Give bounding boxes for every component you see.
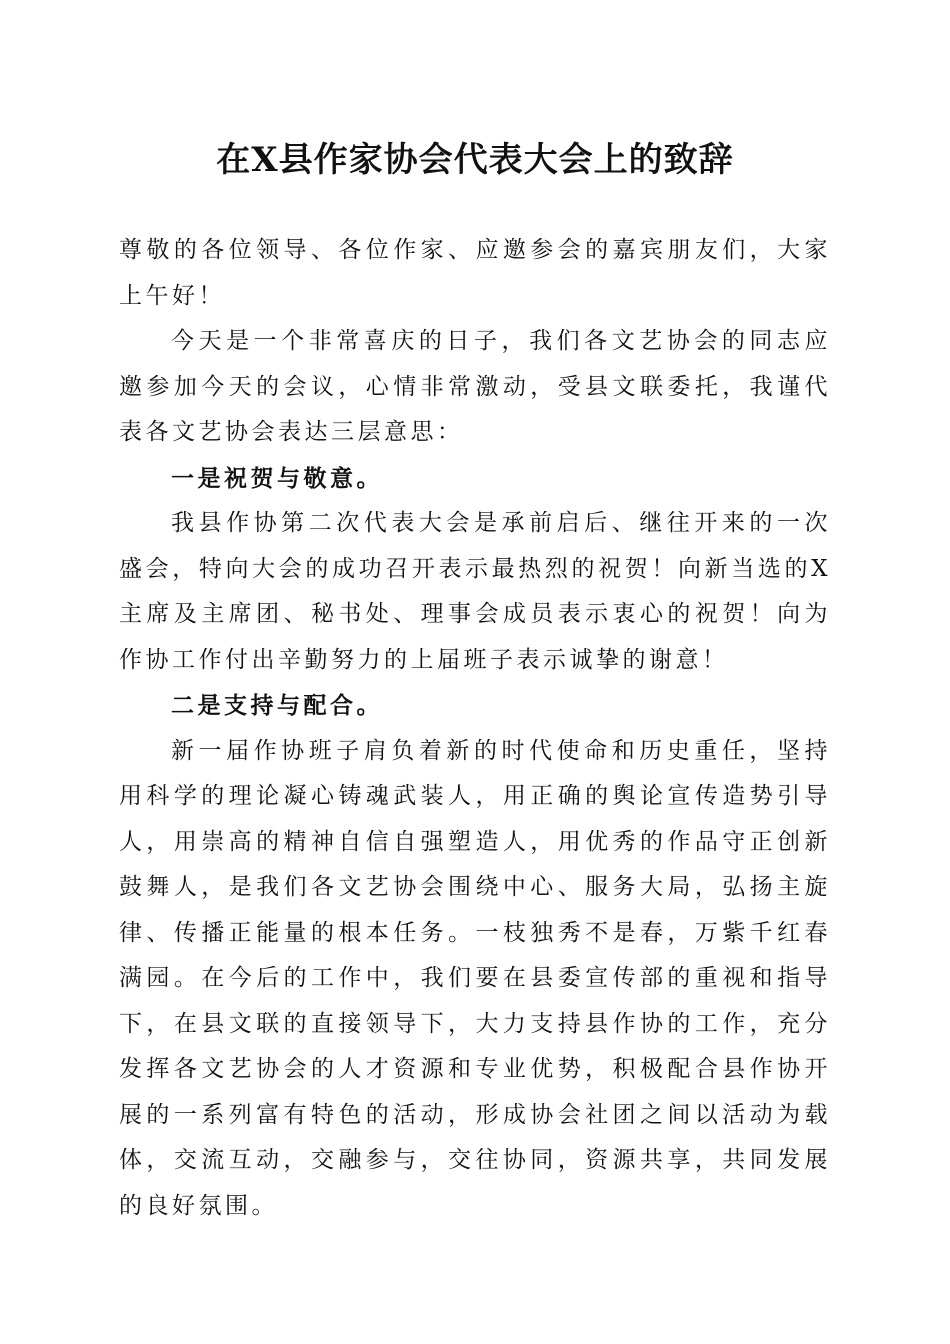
support-paragraph: 新一届作协班子肩负着新的时代使命和历史重任，坚持用科学的理论凝心铸魂武装人，用正确的舆论宣传造势引导人，用崇高的精神自信自强塑造人，用优秀的作品守正创新鼓舞人，是我们各文艺协会围绕中心、服务大局，弘扬主旋律、传播正能量的根本任务。一枝独秀不是春，万紫千红春满园。在今后的工作中，我们要在县委宣传部的重视和指导下，在县文联的直接领导下，大力支持县作协的工作，充分发挥各文艺协会的人才资源和专业优势，积极配合县作协开展的一系列富有特色的活动，形成协会社团之间以活动为载体，交流互动，交融参与，交往协同，资源共享，共同发展的良好氛围。 bbox=[119, 737, 831, 1219]
section-heading-support: 二是支持与配合。 bbox=[171, 692, 383, 719]
intro-paragraph: 今天是一个非常喜庆的日子，我们各文艺协会的同志应邀参加今天的会议，心情非常激动，受县文联委托，我谨代表各文艺协会表达三层意思： bbox=[119, 328, 831, 445]
section-heading-congratulations: 一是祝贺与敬意。 bbox=[171, 464, 383, 492]
document-title: 在X县作家协会代表大会上的致辞 bbox=[216, 140, 734, 180]
document-body bbox=[119, 228, 831, 1229]
congratulations-paragraph: 我县作协第二次代表大会是承前启后、继往开来的一次盛会，特向大会的成功召开表示最热烈的祝贺！向新当选的X主席及主席团、秘书处、理事会成员表示衷心的祝贺！向为作协工作付出辛勤努力的上届班子表示诚挚的谢意！ bbox=[119, 510, 831, 673]
salutation-paragraph: 尊敬的各位领导、各位作家、应邀参会的嘉宾朋友们，大家上午好！ bbox=[119, 237, 831, 309]
